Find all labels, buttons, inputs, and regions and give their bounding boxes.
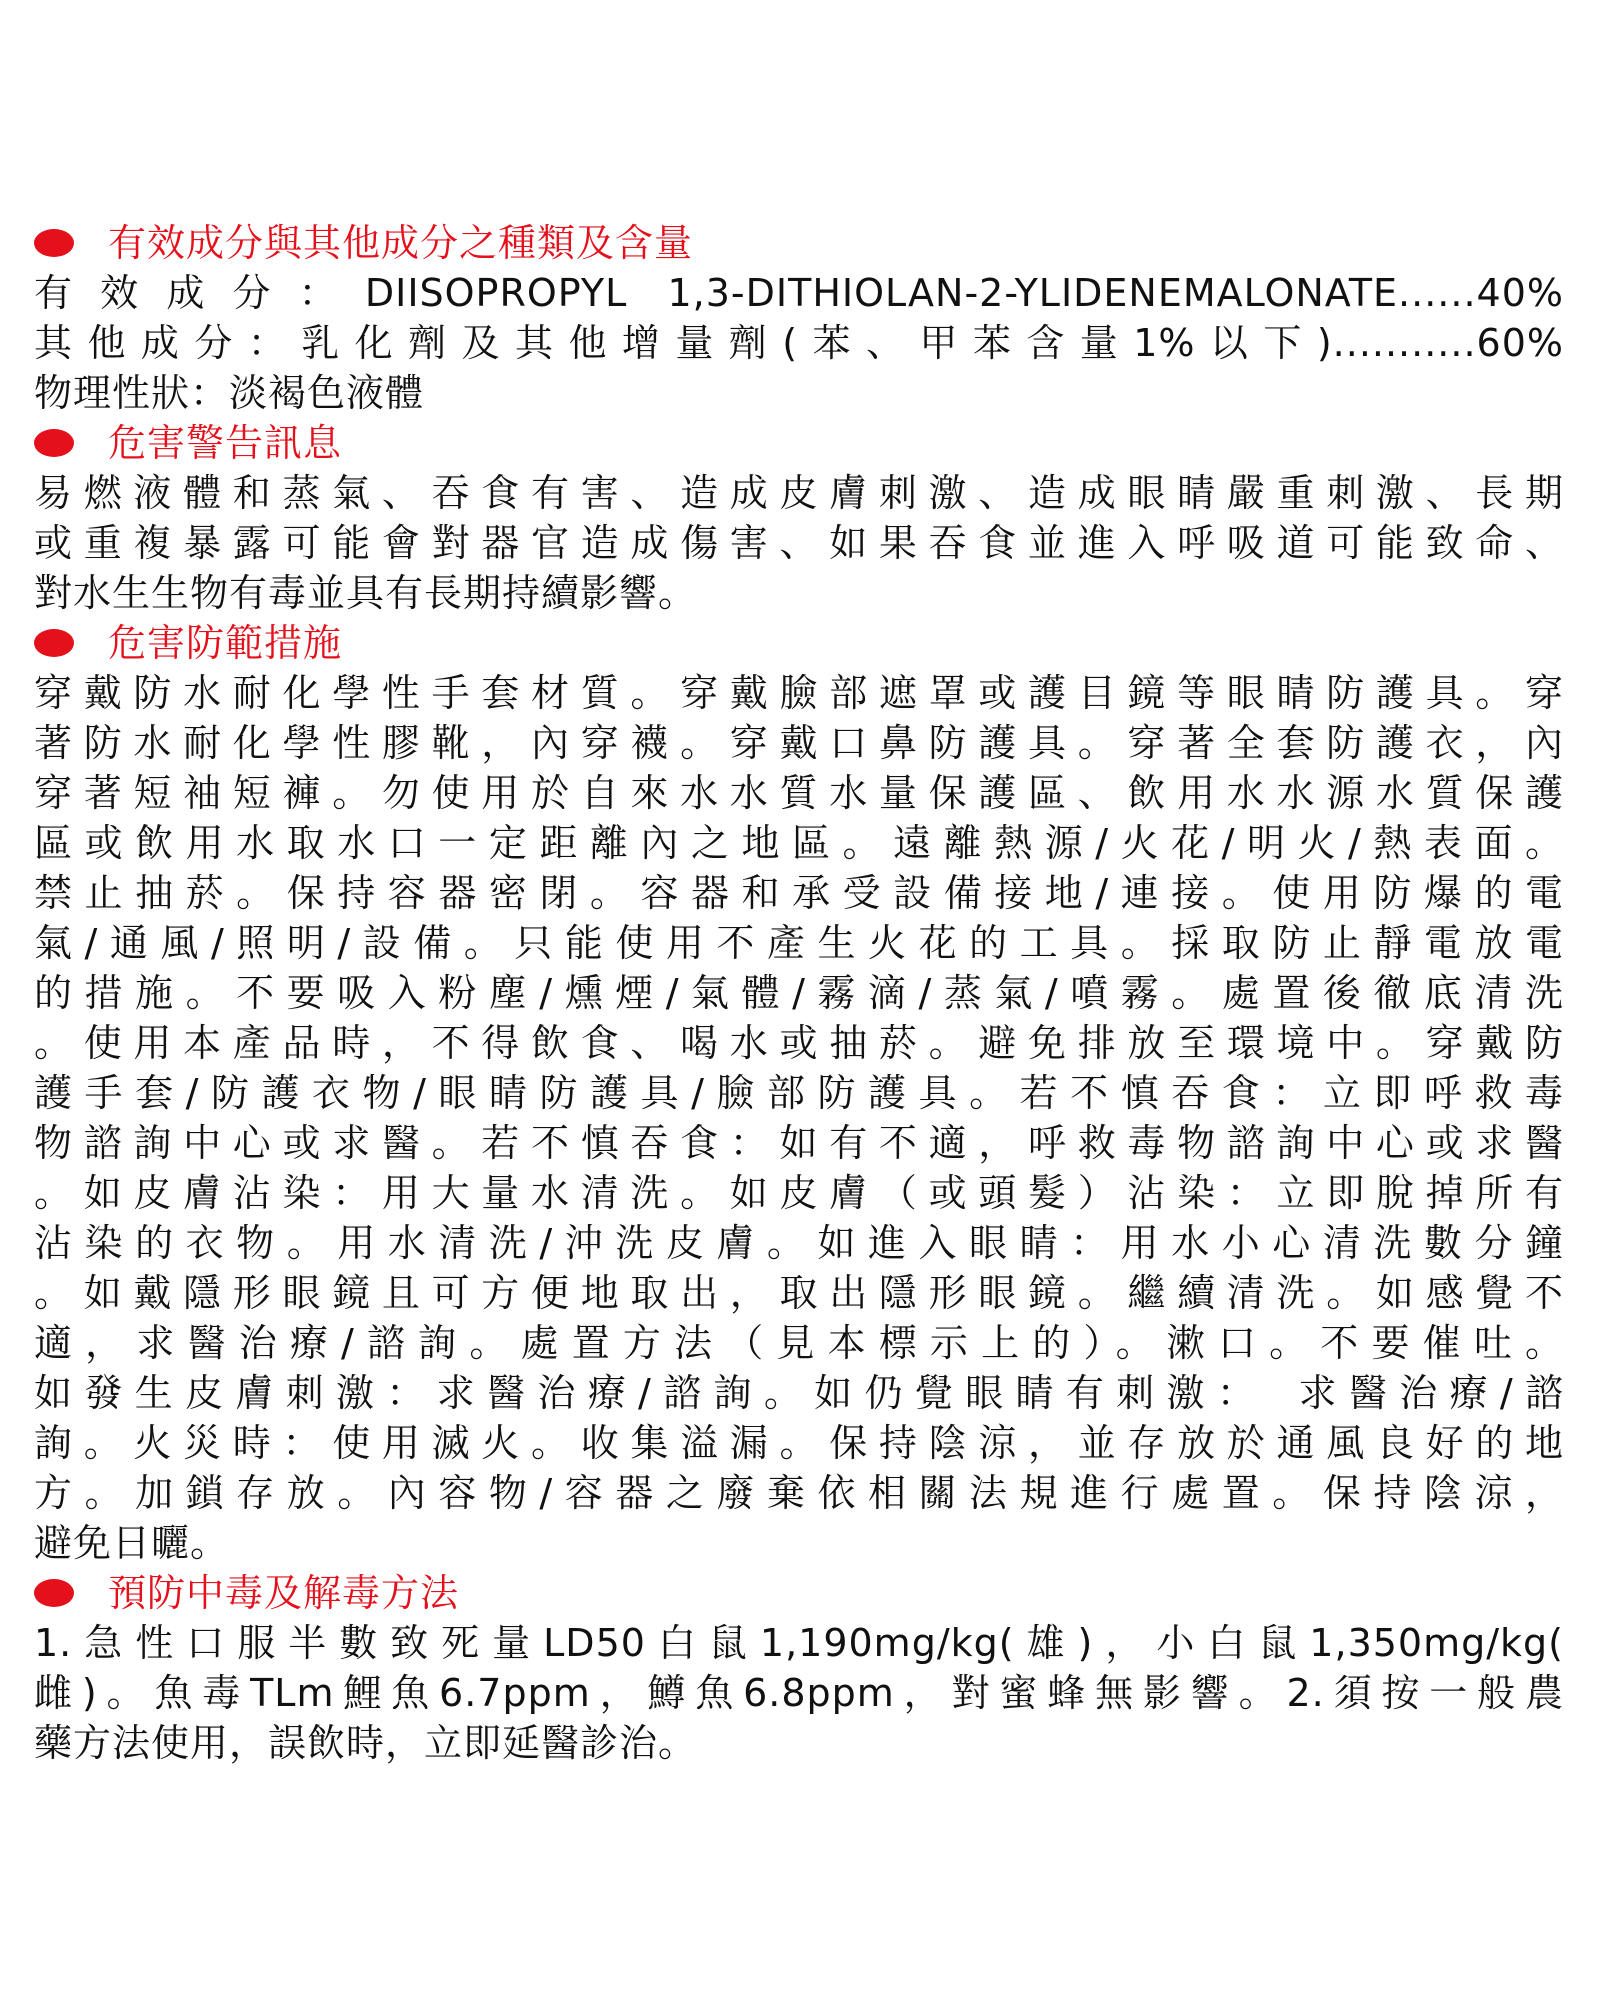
body-line: 雌)。魚毒TLm鯉魚6.7ppm，鱒魚6.8ppm，對蜜蜂無影響。2.須按一般農 [34, 1671, 1564, 1715]
body-line: 禁止抽菸。保持容器密閉。容器和承受設備接地/連接。使用防爆的電 [34, 871, 1564, 915]
body-line: 適，求醫治療/諮詢。處置方法（見本標示上的）。漱口。不要催吐。 [34, 1321, 1564, 1365]
body-line: 有效成分：DIISOPROPYL 1,3-DITHIOLAN-2-YLIDENEMALONATE......40% [34, 271, 1564, 315]
section-heading [34, 618, 1564, 668]
body-line: 1.急性口服半數致死量LD50白鼠1,190mg/kg(雄)，小白鼠1,350mg/kg( [34, 1621, 1564, 1665]
body-line: 避免日曬。 [34, 1521, 230, 1565]
red-bullet-icon [34, 1579, 74, 1607]
body-line: 穿戴防水耐化學性手套材質。穿戴臉部遮罩或護目鏡等眼睛防護具。穿 [34, 671, 1564, 715]
body-line: 對水生生物有毒並具有長期持續影響。 [34, 571, 698, 615]
body-line: 如發生皮膚刺激：求醫治療/諮詢。如仍覺眼睛有刺激： 求醫治療/諮 [34, 1371, 1564, 1415]
body-line: 方。加鎖存放。內容物/容器之廢棄依相關法規進行處置。保持陰涼， [34, 1471, 1564, 1515]
body-line: 的措施。不要吸入粉塵/燻煙/氣體/霧滴/蒸氣/噴霧。處置後徹底清洗 [34, 971, 1564, 1015]
body-line: 或重複暴露可能會對器官造成傷害、如果吞食並進入呼吸道可能致命、 [34, 521, 1564, 565]
body-line: 物理性狀：淡褐色液體 [34, 371, 425, 415]
body-line: 詢。火災時：使用滅火。收集溢漏。保持陰涼，並存放於通風良好的地 [34, 1421, 1564, 1465]
body-line: 物諮詢中心或求醫。若不慎吞食：如有不適，呼救毒物諮詢中心或求醫 [34, 1121, 1564, 1165]
body-line: 護手套/防護衣物/眼睛防護具/臉部防護具。若不慎吞食：立即呼救毒 [34, 1071, 1564, 1115]
label-document [34, 218, 1564, 1768]
section-heading [34, 218, 1564, 268]
body-line: 易燃液體和蒸氣、吞食有害、造成皮膚刺激、造成眼睛嚴重刺激、長期 [34, 471, 1564, 515]
body-line: 。使用本產品時，不得飲食、喝水或抽菸。避免排放至環境中。穿戴防 [34, 1021, 1564, 1065]
body-line: 沾染的衣物。用水清洗/沖洗皮膚。如進入眼睛：用水小心清洗數分鐘 [34, 1221, 1564, 1265]
section-heading [34, 418, 1564, 468]
body-line: 。如戴隱形眼鏡且可方便地取出，取出隱形眼鏡。繼續清洗。如感覺不 [34, 1271, 1564, 1315]
section-title: 有效成分與其他成分之種類及含量 [108, 221, 694, 265]
section-title: 危害防範措施 [108, 621, 343, 665]
body-line: 著防水耐化學性膠靴，內穿襪。穿戴口鼻防護具。穿著全套防護衣，內 [34, 721, 1564, 765]
section-heading [34, 1568, 1564, 1618]
body-line: 氣/通風/照明/設備。只能使用不產生火花的工具。採取防止靜電放電 [34, 921, 1564, 965]
body-line: 其他成分：乳化劑及其他增量劑(苯、甲苯含量1%以下)...........60% [34, 321, 1564, 365]
section-title: 危害警告訊息 [108, 421, 343, 465]
body-line: 穿著短袖短褲。勿使用於自來水水質水量保護區、飲用水水源水質保護 [34, 771, 1564, 815]
red-bullet-icon [34, 229, 74, 257]
body-line: 。如皮膚沾染：用大量水清洗。如皮膚（或頭髮）沾染：立即脫掉所有 [34, 1171, 1564, 1215]
body-line: 藥方法使用，誤飲時，立即延醫診治。 [34, 1721, 698, 1765]
red-bullet-icon [34, 629, 74, 657]
section-title: 預防中毒及解毒方法 [108, 1571, 460, 1615]
body-line: 區或飲用水取水口一定距離內之地區。遠離熱源/火花/明火/熱表面。 [34, 821, 1564, 865]
red-bullet-icon [34, 429, 74, 457]
